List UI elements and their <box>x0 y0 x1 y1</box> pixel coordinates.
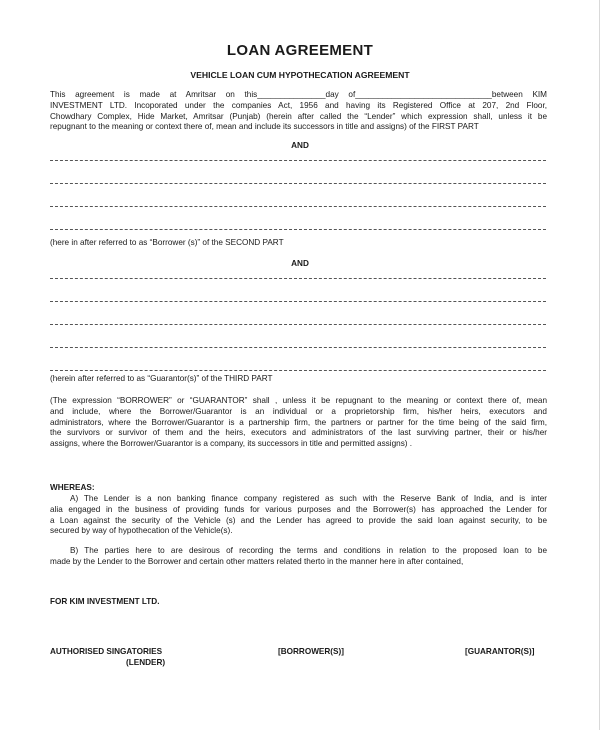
and-separator: AND <box>291 141 309 150</box>
expression-line: the survivors or survivor of them and the heirs, executors and administrators of the last surviving partner, their or his/her <box>50 428 547 438</box>
second-part-text: (here in after referred to as “Borrower (s)” of the SECOND PART <box>50 238 284 247</box>
clause-b-line: made by the Lender to the Borrower and certain other matters related therto in the manner here in after contained, <box>50 556 464 566</box>
blank-line <box>50 278 546 279</box>
whereas-heading: WHEREAS: <box>50 483 95 492</box>
blank-line <box>50 347 546 348</box>
blank-line <box>50 324 546 325</box>
intro-line: INVESTMENT LTD. Incoporated under the companies Act, 1956 and having its Registered Office at 207, 2nd Floor, <box>50 100 547 110</box>
clause-a-line: a Loan against the security of the Vehicle (s) and the Lender has agreed to provide the said loan against security, to be <box>50 515 547 525</box>
clause-a-line: A) The Lender is a non banking finance company registered as such with the Reserve Bank of India, and is inter <box>70 494 547 503</box>
clause-a-line: secured by way of hypothecation of the Vehicle(s). <box>50 526 233 536</box>
expression-paragraph <box>50 396 547 450</box>
expression-line: and include, where the Borrower/Guarantor is an individual or a proprietorship firm, his/her heirs, executors and <box>50 406 547 416</box>
lender-label: (LENDER) <box>126 658 166 667</box>
expression-line: administrators, where the Borrower/Guarantor is a partnership firm, the partners or partner for the time being of the said firm, <box>50 417 547 427</box>
blank-line <box>50 301 546 302</box>
blank-line <box>50 183 546 184</box>
blank-line <box>50 206 546 207</box>
for-company-label: FOR KIM INVESTMENT LTD. <box>50 597 160 606</box>
intro-line: Chowdhary Complex, Hide Market, Amritsar (Punjab) (herein after called the “Lender” which expression shall, unless it be <box>50 111 547 121</box>
expression-line: (The expression “BORROWER” or “GUARANTOR” shall , unless it be repugnant to the meaning or context there of, mean <box>50 396 547 405</box>
blank-line <box>50 370 546 371</box>
document-subtitle: VEHICLE LOAN CUM HYPOTHECATION AGREEMENT <box>190 70 410 80</box>
third-part-text: (herein after referred to as “Guarantor(s)” of the THIRD PART <box>50 374 273 383</box>
blank-line <box>50 160 546 161</box>
intro-paragraph <box>50 90 547 133</box>
document-title: LOAN AGREEMENT <box>226 42 374 59</box>
clause-a-line: alia engaged in the business of providing funds for various purposes and the Borrower(s) has approached the Lender for <box>50 504 547 514</box>
authorised-signatories-label: AUTHORISED SINGATORIES <box>50 647 163 656</box>
blank-line <box>50 229 546 230</box>
clause-a-paragraph <box>50 494 547 537</box>
intro-line: This agreement is made at Amritsar on this_______________day of______________________________between KIM <box>50 90 547 99</box>
clause-b-paragraph <box>50 546 547 568</box>
intro-line: repugnant to the meaning or context there of, mean and include its successors in title and assigns) of the FIRST PART <box>50 122 479 132</box>
clause-b-line: B) The parties here to are desirous of recording the terms and conditions in relation to the proposed loan to be <box>70 546 547 555</box>
and-separator: AND <box>291 259 309 268</box>
guarantor-label: [GUARANTOR(S)] <box>465 647 535 656</box>
borrower-label: [BORROWER(S)] <box>278 647 344 656</box>
expression-line: assigns, where the Borrower/Guarantor is a company, its successors in title and permitted assigns) . <box>50 439 413 449</box>
